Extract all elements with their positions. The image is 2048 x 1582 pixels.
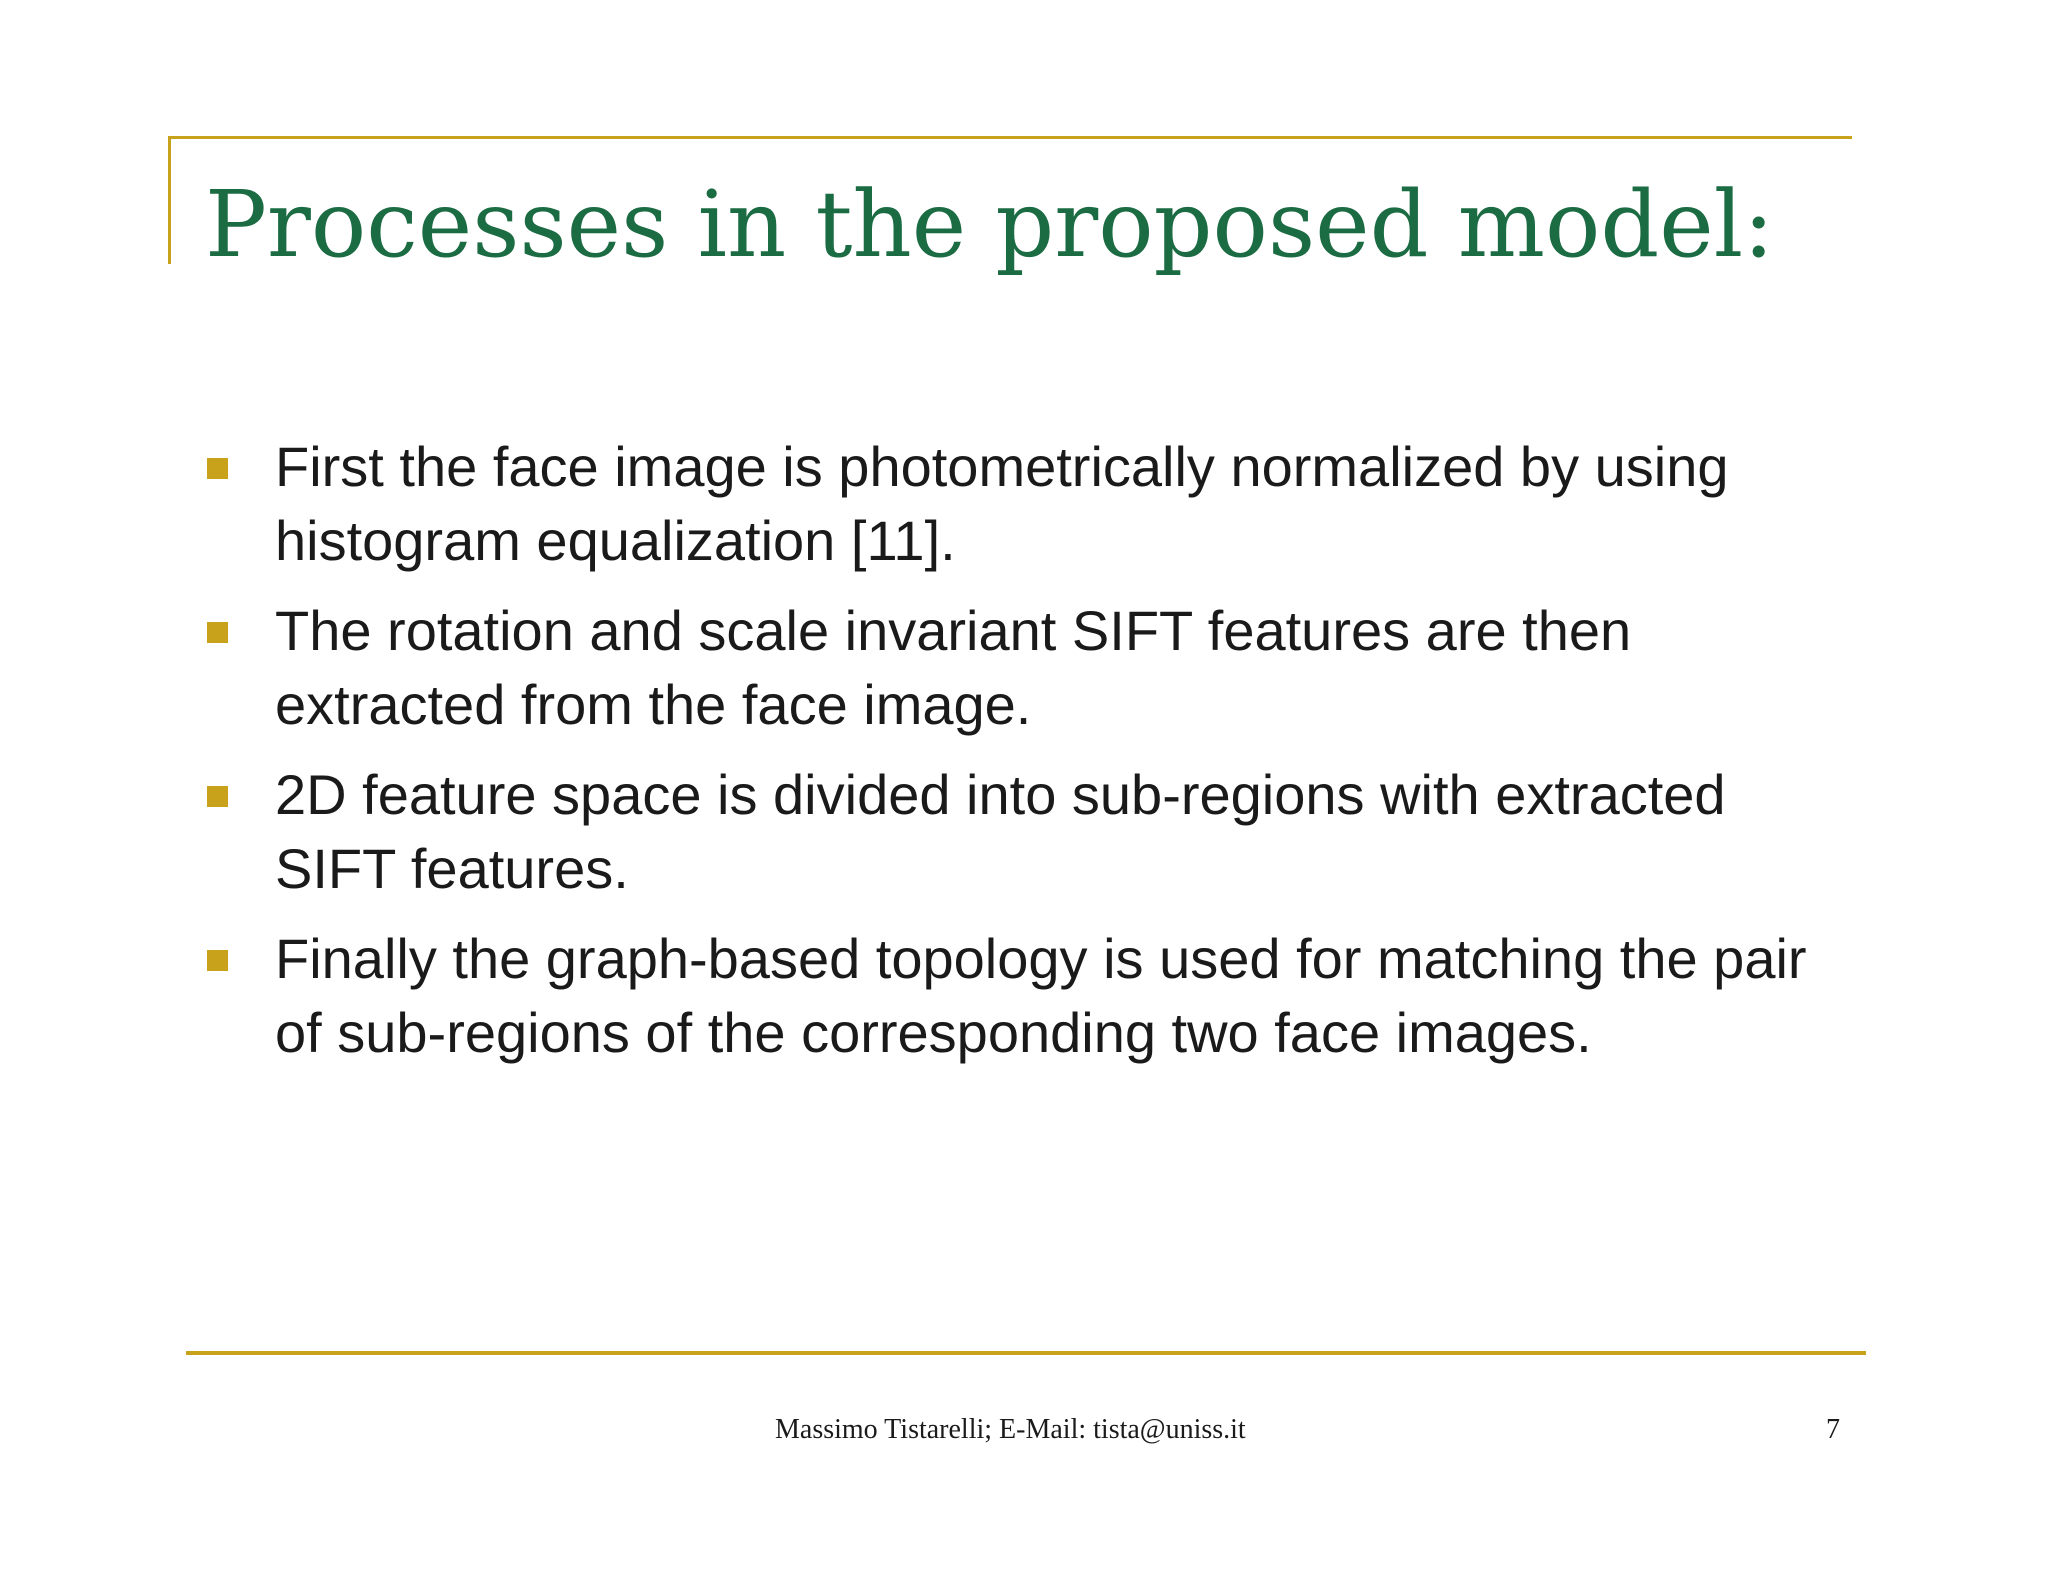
- bullet-text: The rotation and scale invariant SIFT features are then extracted from the face image.: [275, 599, 1632, 736]
- bullet-text: Finally the graph-based topology is used for matching the pair of sub-regions of the corresponding two face images.: [275, 927, 1807, 1064]
- bullet-text: First the face image is photometrically normalized by using histogram equalization [11].: [275, 435, 1729, 572]
- page-number: 7: [1826, 1414, 1840, 1445]
- footer-author-email: Massimo Tistarelli; E-Mail: tista@uniss.it: [775, 1414, 1246, 1445]
- title-left-rule: [168, 136, 171, 264]
- title-top-rule: [168, 136, 1852, 139]
- bullet-list: [275, 430, 1835, 1086]
- footer-rule: [186, 1351, 1866, 1355]
- square-bullet-icon: [207, 458, 228, 479]
- bullet-item: [275, 594, 1835, 742]
- bullet-item: [275, 758, 1835, 906]
- slide-title: Processes in the proposed model:: [205, 171, 1775, 278]
- bullet-item: [275, 430, 1835, 578]
- square-bullet-icon: [207, 622, 228, 643]
- bullet-text: 2D feature space is divided into sub-regions with extracted SIFT features.: [275, 763, 1726, 900]
- square-bullet-icon: [207, 786, 228, 807]
- bullet-item: [275, 922, 1835, 1070]
- square-bullet-icon: [207, 950, 228, 971]
